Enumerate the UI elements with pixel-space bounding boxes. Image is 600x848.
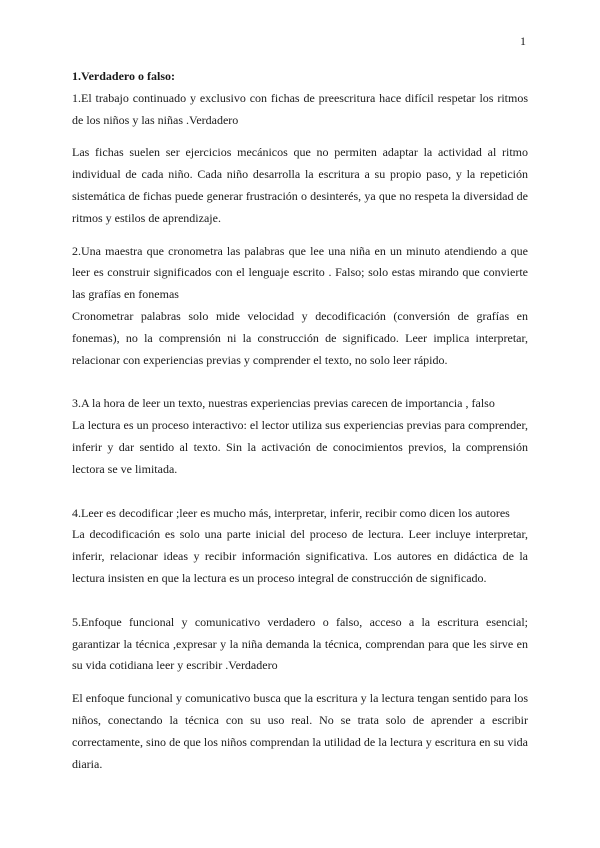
explanation-5: El enfoque funcional y comunicativo busca que la escritura y la lectura tengan sentido para los niños, conectando la técnica con su uso real. No se trata solo de aprender a escribir correctamente, sino de que los niños comprendan la utilidad de la lectura y escritura en su vida diaria. (72, 691, 528, 771)
statement-3: 3.A la hora de leer un texto, nuestras experiencias previas carecen de importancia , falso (72, 396, 495, 411)
explanation-2: Cronometrar palabras solo mide velocidad y decodificación (conversión de grafías en fonemas), no la comprensión ni la construcción de significado. Leer implica interpretar, relacionar con experiencias previas y comprender el texto, no solo leer rápido. (72, 308, 528, 367)
explanation-4: La decodificación es solo una parte inicial del proceso de lectura. Leer incluye interpretar, inferir, relacionar ideas y recibir información significativa. Los autores en didáctica de la lectura insisten en que la lectura es un proceso integral de construcción de significado. (72, 527, 528, 585)
statement-4: 4.Leer es decodificar ;leer es mucho más, interpretar, inferir, recibir como dicen los autores (72, 505, 510, 520)
statement-2: 2.Una maestra que cronometra las palabras que lee una niña en un minuto atendiendo a que leer es construir significados con el lenguaje escrito . Falso; solo estas mirando que convierte las grafías en fonemas (72, 243, 528, 302)
page-number: 1 (520, 34, 526, 48)
explanation-3: La lectura es un proceso interactivo: el lector utiliza sus experiencias previas para comprender, inferir y dar sentido al texto. Sin la activación de conocimientos previos, la comprensión lectora se ve limitada. (72, 418, 528, 476)
statement-1: 1.El trabajo continuado y exclusivo con fichas de preescritura hace difícil respetar los ritmos de los niños y las niñas .Verdadero (72, 90, 528, 127)
explanation-1: Las fichas suelen ser ejercicios mecánicos que no permiten adaptar la actividad al ritmo individual de cada niño. Cada niño desarrolla la escritura a su propio paso, y la repetición sistemática de fichas puede generar frustración o desinterés, ya que no respeta la diversidad de ritmos y estilos de aprendizaje. (72, 145, 528, 225)
statement-5: 5.Enfoque funcional y comunicativo verdadero o falso, acceso a la escritura esencial; garantizar la técnica ,expresar y la niña demanda la técnica, comprendan para que les sirve en su vida cotidiana leer y escribir .Verdadero (72, 614, 528, 673)
section-heading: 1.Verdadero o falso: (72, 69, 175, 83)
document-body (72, 66, 528, 775)
